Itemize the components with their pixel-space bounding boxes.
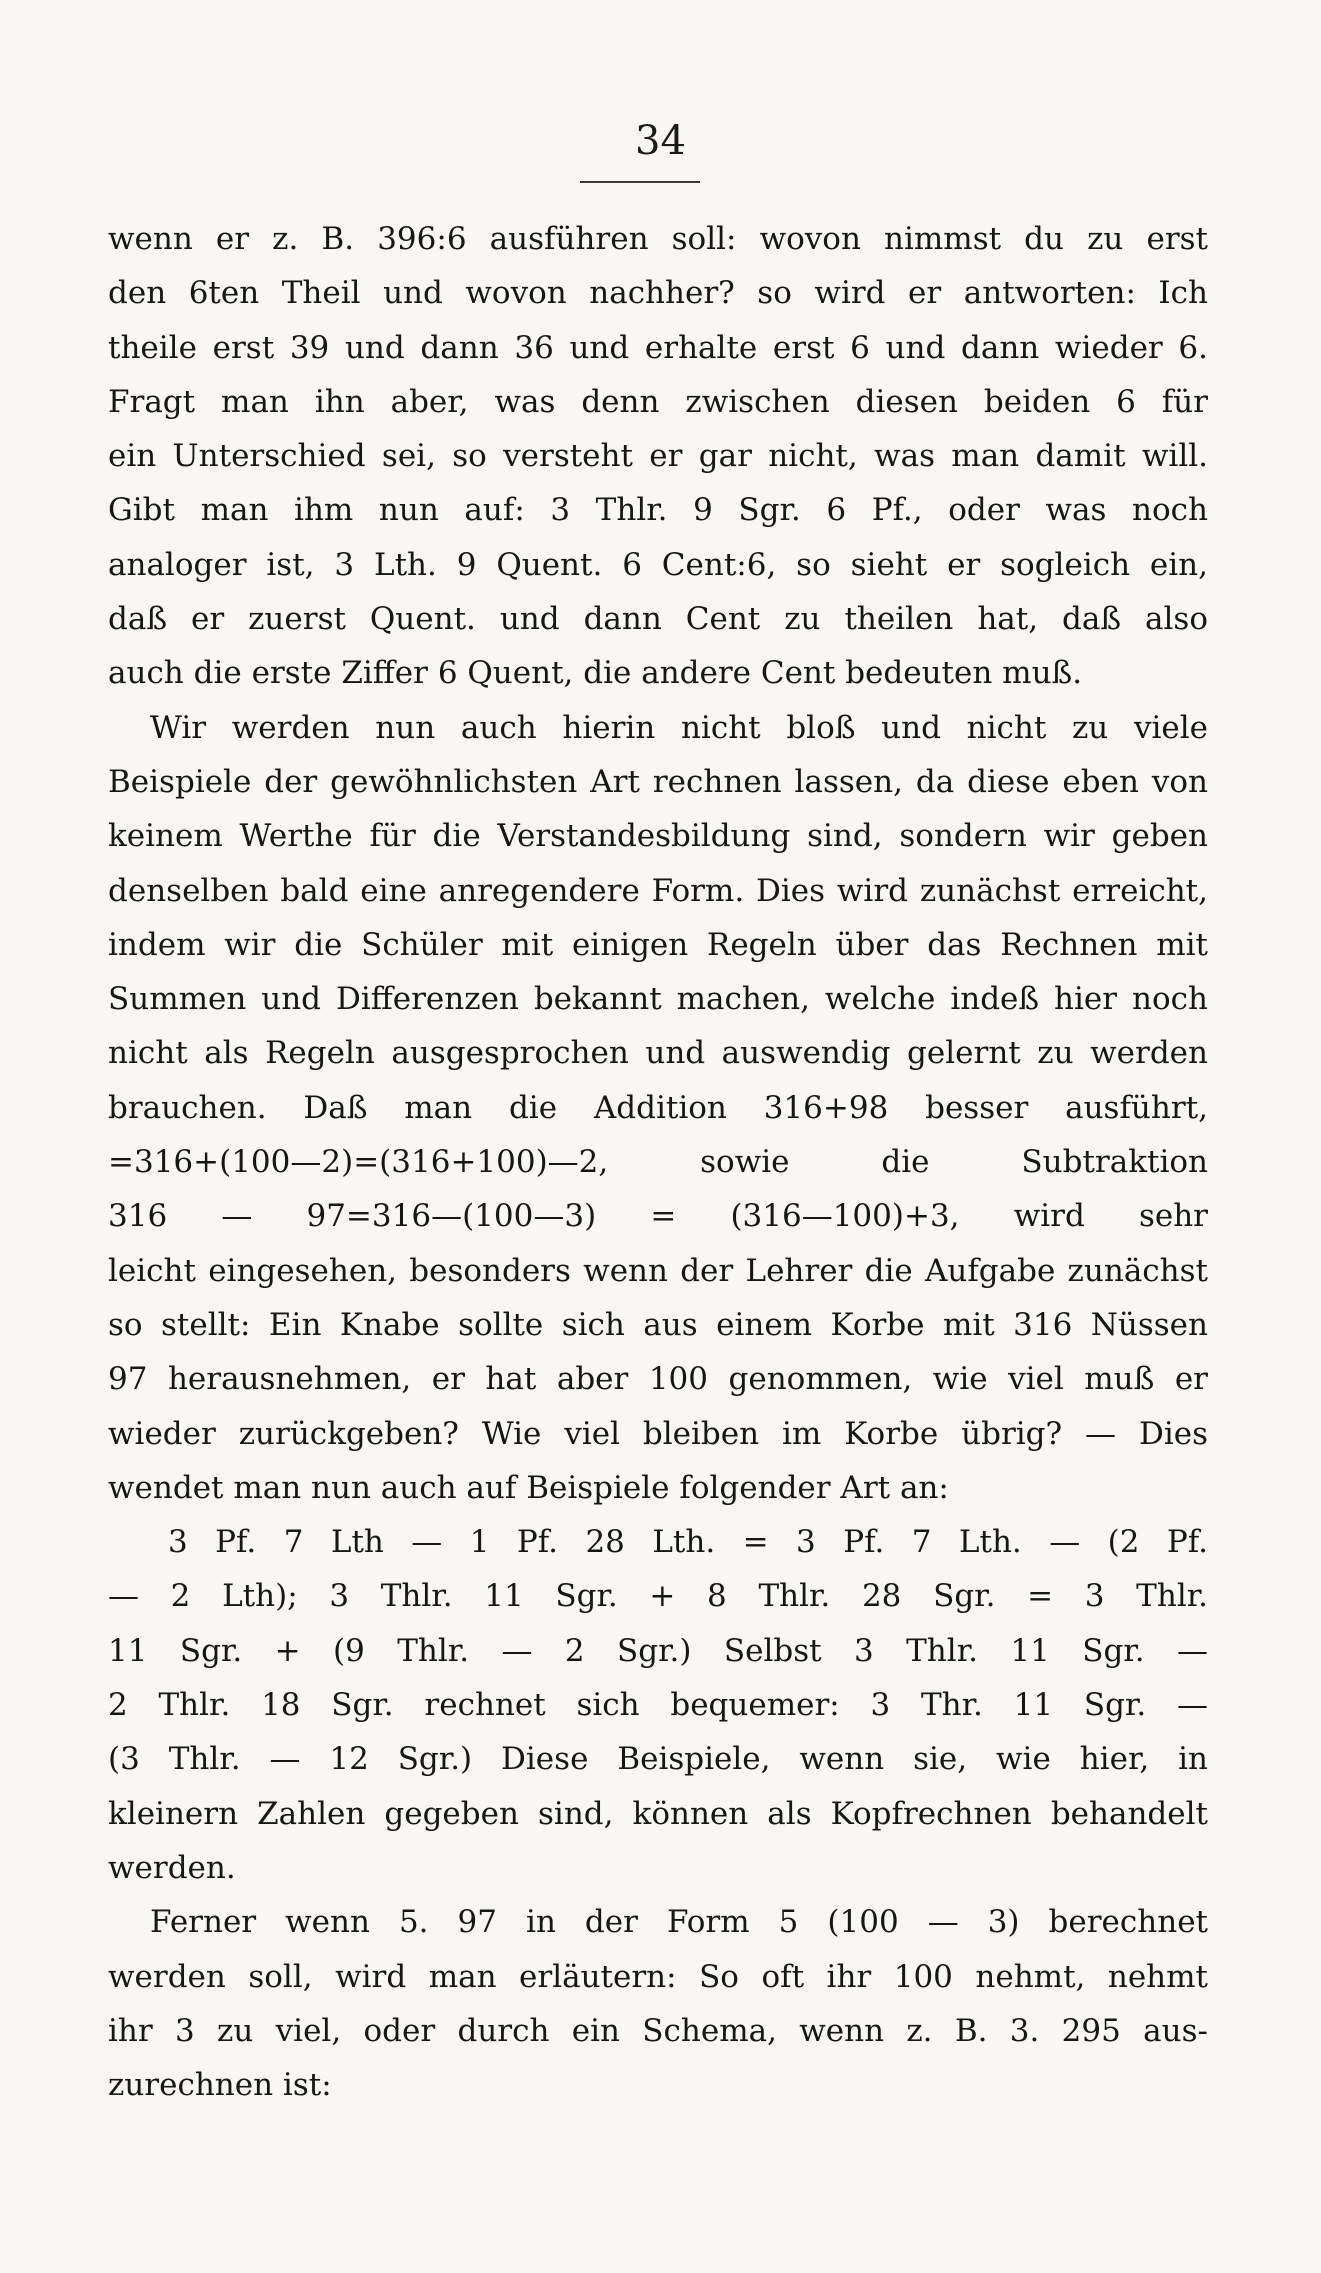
text-line: denselben bald eine anregendere Form. Dies wird zunächst erreicht, [108, 872, 1208, 909]
text-line: wenn er z. B. 396:6 ausführen soll: wovon nimmst du zu erst [108, 221, 1208, 257]
text-line: wieder zurückgeben? Wie viel bleiben im Korbe übrig? — Dies [108, 1415, 1208, 1452]
text-line: keinem Werthe für die Verstandesbildung sind, sondern wir geben [108, 818, 1208, 855]
text-line: Gibt man ihm nun auf: 3 Thlr. 9 Sgr. 6 Pf., oder was noch [108, 492, 1208, 529]
text-line: daß er zuerst Quent. und dann Cent zu theilen hat, daß also [108, 601, 1208, 638]
text-line: Beispiele der gewöhnlichsten Art rechnen lassen, da diese eben von [108, 763, 1208, 800]
text-line: analoger ist, 3 Lth. 9 Quent. 6 Cent:6, so sieht er sogleich ein, [108, 546, 1208, 583]
text-line: 2 Thlr. 18 Sgr. rechnet sich bequemer: 3 Thr. 11 Sgr. — [108, 1687, 1208, 1724]
text-line: brauchen. Daß man die Addition 316+98 besser ausführt, [108, 1089, 1208, 1126]
page-number: 34 [635, 118, 686, 164]
text-line: Summen und Differenzen bekannt machen, welche indeß hier noch [108, 981, 1208, 1018]
text-line: so stellt: Ein Knabe sollte sich aus einem Korbe mit 316 Nüssen [108, 1306, 1208, 1343]
text-line: theile erst 39 und dann 36 und erhalte erst 6 und dann wieder 6. [108, 329, 1208, 366]
text-line: kleinern Zahlen gegeben sind, können als Kopfrechnen behandelt [108, 1795, 1208, 1832]
text-line: leicht eingesehen, besonders wenn der Lehrer die Aufgabe zunächst [108, 1252, 1208, 1289]
text-line: Fragt man ihn aber, was denn zwischen diesen beiden 6 für [108, 383, 1208, 420]
text-line: — 2 Lth); 3 Thlr. 11 Sgr. + 8 Thlr. 28 Sgr. = 3 Thlr. [108, 1578, 1208, 1615]
text-line: Ferner wenn 5. 97 in der Form 5 (100 — 3) berechnet [150, 1904, 1208, 1941]
body-text [108, 212, 1208, 2112]
text-line: 3 Pf. 7 Lth — 1 Pf. 28 Lth. = 3 Pf. 7 Lth. — (2 Pf. [168, 1524, 1208, 1561]
header-rule [580, 181, 700, 183]
text-line: auch die erste Ziffer 6 Quent, die andere Cent bedeuten muß. [108, 655, 1083, 692]
text-line: werden soll, wird man erläutern: So oft ihr 100 nehmt, nehmt [108, 1958, 1208, 1995]
text-line: nicht als Regeln ausgesprochen und auswendig gelernt zu werden [108, 1035, 1208, 1072]
text-line: wendet man nun auch auf Beispiele folgender Art an: [108, 1469, 949, 1506]
text-line: Wir werden nun auch hierin nicht bloß und nicht zu viele [150, 709, 1208, 746]
text-line: 316 — 97=316—(100—3) = (316—100)+3, wird sehr [108, 1198, 1208, 1235]
text-line: werden. [108, 1849, 236, 1886]
text-line: 11 Sgr. + (9 Thlr. — 2 Sgr.) Selbst 3 Thlr. 11 Sgr. — [108, 1632, 1208, 1669]
text-line: ein Unterschied sei, so versteht er gar nicht, was man damit will. [108, 438, 1208, 475]
text-line: =316+(100—2)=(316+100)—2, sowie die Subtraktion [108, 1144, 1208, 1181]
text-line: indem wir die Schüler mit einigen Regeln über das Rechnen mit [108, 926, 1208, 963]
text-line: 97 herausnehmen, er hat aber 100 genommen, wie viel muß er [108, 1361, 1208, 1398]
text-line: zurechnen ist: [108, 2067, 332, 2104]
text-line: den 6ten Theil und wovon nachher? so wird er antworten: Ich [108, 275, 1208, 312]
text-line: ihr 3 zu viel, oder durch ein Schema, wenn z. B. 3. 295 aus- [108, 2012, 1208, 2049]
text-line: (3 Thlr. — 12 Sgr.) Diese Beispiele, wenn sie, wie hier, in [108, 1741, 1208, 1778]
